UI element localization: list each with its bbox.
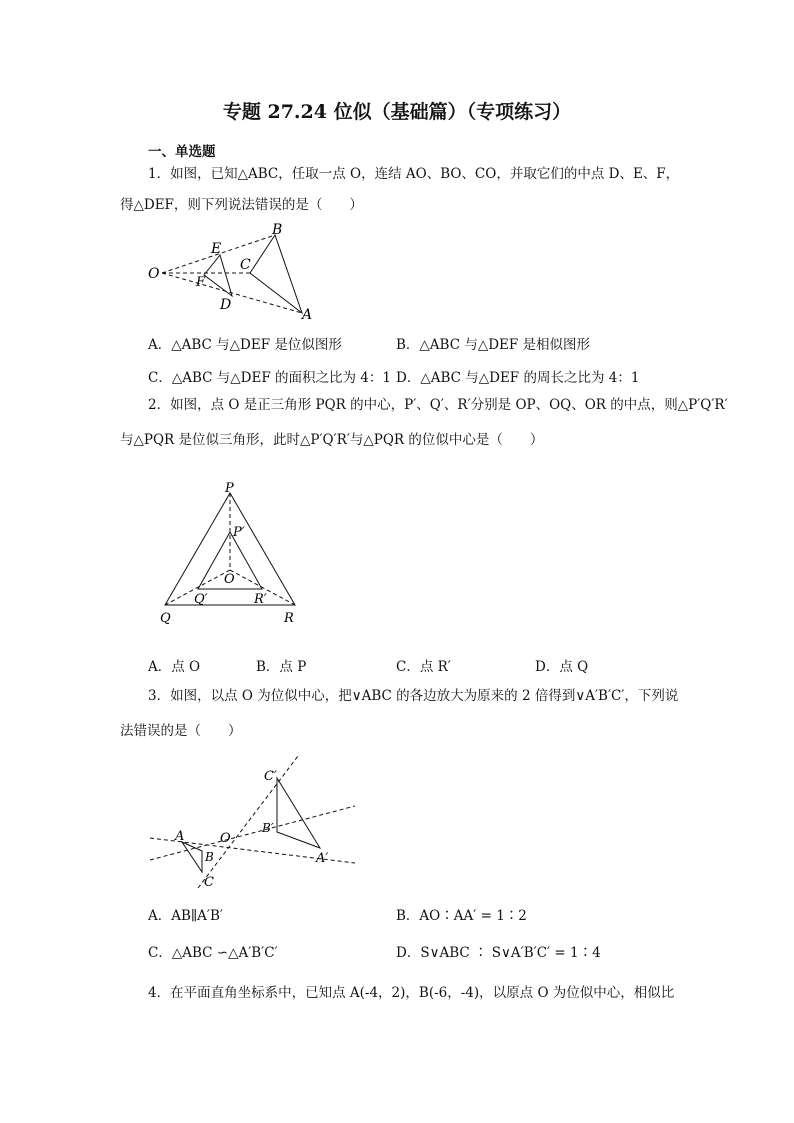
page-title: 专题 27.24 位似（基础篇）（专项练习）	[222, 101, 572, 123]
q1-stem-line1: 1．如图，已知△ABC，任取一点 O，连结 AO、BO、CO，并取它们的中点 D、E、F，	[148, 166, 680, 182]
q2-option-a: A．点 O	[148, 659, 201, 675]
q4-stem-line1: 4．在平面直角坐标系中，已知点 A(-4，2)，B(-6，-4)，以原点 O 为位似中心，相似比	[148, 985, 675, 1001]
q3-triangle-a1b1c1	[277, 778, 320, 848]
q1-label-d: D	[220, 297, 232, 313]
q3-label-o: O	[220, 831, 231, 846]
q3-option-a: A．AB∥A′B′	[148, 908, 223, 924]
q2-option-c: C．点 R′	[396, 659, 451, 675]
q2-label-r-prime: R′	[254, 592, 267, 607]
q3-option-d: D．S∨ABC ∶ S∨A′B′C′ = 1∶4	[396, 945, 601, 961]
q3-label-c: C	[204, 875, 214, 890]
q1-label-e: E	[211, 241, 222, 257]
q1-stem-line2: 得△DEF，则下列说法错误的是（ ）	[120, 197, 363, 213]
q3-label-b: B	[205, 850, 214, 864]
q1-label-c: C	[240, 257, 251, 273]
q3-line-cc	[198, 756, 298, 888]
q1-option-c: C．△ABC 与△DEF 的面积之比为 4：1	[148, 370, 391, 386]
q3-triangle-abc	[182, 842, 202, 872]
q2-option-d: D．点 Q	[535, 659, 589, 675]
q2-label-p-prime: P′	[233, 525, 245, 540]
q2-stem-line2: 与△PQR 是位似三角形，此时△P′Q′R′与△PQR 的位似中心是（ ）	[120, 432, 544, 448]
q3-stem-line2: 法错误的是（ ）	[120, 723, 242, 739]
q3-option-b: B．AO∶AA′ = 1∶2	[396, 908, 527, 924]
q2-figure	[150, 478, 310, 628]
q2-label-p: P	[225, 481, 234, 496]
q3-label-b-prime: B′	[262, 821, 274, 835]
q2-label-q: Q	[160, 611, 171, 626]
q1-option-a: A．△ABC 与△DEF 是位似图形	[148, 337, 342, 353]
q3-figure	[140, 748, 370, 894]
q1-option-d: D．△ABC 与△DEF 的周长之比为 4：1	[396, 370, 640, 386]
q1-line-oa	[162, 273, 302, 313]
section-heading: 一、单选题	[148, 144, 216, 160]
q2-label-o: O	[224, 572, 235, 587]
q1-triangle-abc	[250, 235, 302, 313]
q1-label-f: F	[196, 275, 206, 290]
q3-stem-line1: 3．如图，以点 O 为位似中心，把∨ABC 的各边放大为原来的 2 倍得到∨A′B′C′，下列说	[148, 688, 679, 704]
q1-label-a: A	[302, 307, 313, 323]
q1-option-b: B．△ABC 与△DEF 是相似图形	[396, 337, 591, 353]
q3-label-c-prime: C′	[264, 769, 277, 784]
q3-label-a-prime: A′	[316, 851, 329, 866]
q1-label-b: B	[272, 222, 283, 238]
q1-label-o: O	[148, 266, 160, 282]
q2-label-r: R	[284, 611, 294, 626]
q1-figure	[140, 218, 330, 326]
q2-option-b: B．点 P	[256, 659, 307, 675]
q3-option-c: C．△ABC ∽△A′B′C′	[148, 945, 278, 961]
q1-triangle-def	[204, 255, 232, 296]
q3-label-a: A	[175, 829, 185, 844]
q2-label-q-prime: Q′	[194, 592, 208, 607]
q2-stem-line1: 2．如图，点 O 是正三角形 PQR 的中心，P′、Q′、R′分别是 OP、OQ、OR 的中点，则△P′Q′R′	[148, 397, 728, 413]
